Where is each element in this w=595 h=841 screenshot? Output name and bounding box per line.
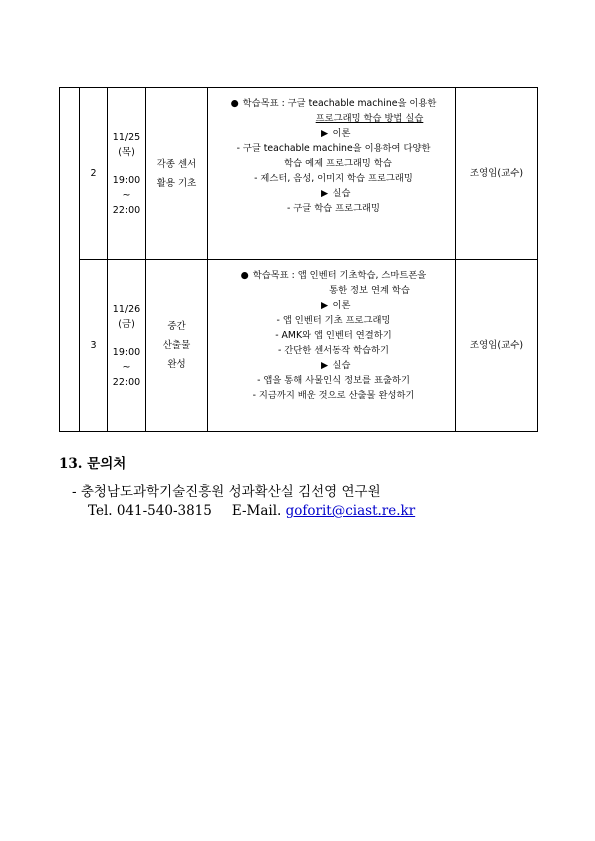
practice-heading: ▶ 실습 bbox=[320, 360, 351, 371]
list-item: - AMK와 앱 인벤터 연결하기 bbox=[275, 330, 392, 341]
session-date: 11/25 (목) 19:00 ~ 22:00 bbox=[108, 88, 146, 260]
category-cell bbox=[60, 88, 80, 432]
table-row bbox=[60, 88, 538, 260]
schedule-table bbox=[59, 87, 538, 432]
practice-heading: ▶ 실습 bbox=[320, 188, 351, 199]
contact-details bbox=[88, 503, 415, 519]
list-item: - 앱 인벤터 기초 프로그래밍 bbox=[276, 315, 391, 326]
session-topic: 각종 센서 활용 기초 bbox=[146, 88, 208, 260]
contact-email-label: E-Mail. bbox=[231, 503, 282, 519]
list-item: - 앱을 통해 사물인식 정보를 표출하기 bbox=[257, 375, 410, 386]
instructor: 조영임(교수) bbox=[456, 88, 538, 260]
learning-goal: ● 학습목표 : 앱 인벤터 기초학습, 스마트폰을 bbox=[240, 270, 427, 281]
contact-email-link[interactable]: goforit@ciast.re.kr bbox=[285, 503, 416, 519]
list-item: - 간단한 센서동작 학습하기 bbox=[277, 345, 389, 356]
list-item: 학습 예제 프로그래밍 학습 bbox=[284, 158, 392, 169]
instructor: 조영임(교수) bbox=[456, 260, 538, 432]
list-item: - 구글 teachable machine을 이용하여 다양한 bbox=[236, 143, 431, 154]
session-number: 2 bbox=[80, 88, 108, 260]
table-row bbox=[60, 260, 538, 432]
session-content: ● 학습목표 : 구글 teachable machine을 이용한 프로그래밍 학습 방법 실습 ▶ 이론 - 구글 teachable machine을 이용하여 다양한 학습 예제 프로그래밍 학습 - 제스터, 음성, 이미지 학습 프로그래밍 ▶ 실습 - 구글 학습 프로그래밍 bbox=[208, 88, 456, 260]
theory-heading: ▶ 이론 bbox=[320, 300, 351, 311]
list-item: - 지금까지 배운 것으로 산출물 완성하기 bbox=[252, 390, 415, 401]
contact-organization: - 충청남도과학기술진흥원 성과확산실 김선영 연구원 bbox=[72, 484, 381, 500]
theory-heading: ▶ 이론 bbox=[320, 128, 351, 139]
session-number: 3 bbox=[80, 260, 108, 432]
session-date: 11/26 (금) 19:00 ~ 22:00 bbox=[108, 260, 146, 432]
contact-heading: 13. 문의처 bbox=[59, 456, 127, 472]
session-content: ● 학습목표 : 앱 인벤터 기초학습, 스마트폰을 통한 정보 연계 학습 ▶ 이론 - 앱 인벤터 기초 프로그래밍 - AMK와 앱 인벤터 연결하기 - 간단한 센서동작 학습하기 ▶ 실습 - 앱을 통해 사물인식 정보를 표출하기 - 지금까지 배운 것으로 산출물 완성하기 bbox=[208, 260, 456, 432]
list-item: - 제스터, 음성, 이미지 학습 프로그래밍 bbox=[254, 173, 413, 184]
session-topic: 중간 산출물 완성 bbox=[146, 260, 208, 432]
list-item: - 구글 학습 프로그래밍 bbox=[286, 203, 381, 214]
learning-goal: ● 학습목표 : 구글 teachable machine을 이용한 bbox=[230, 98, 437, 109]
contact-tel: Tel. 041-540-3815 bbox=[88, 503, 212, 519]
